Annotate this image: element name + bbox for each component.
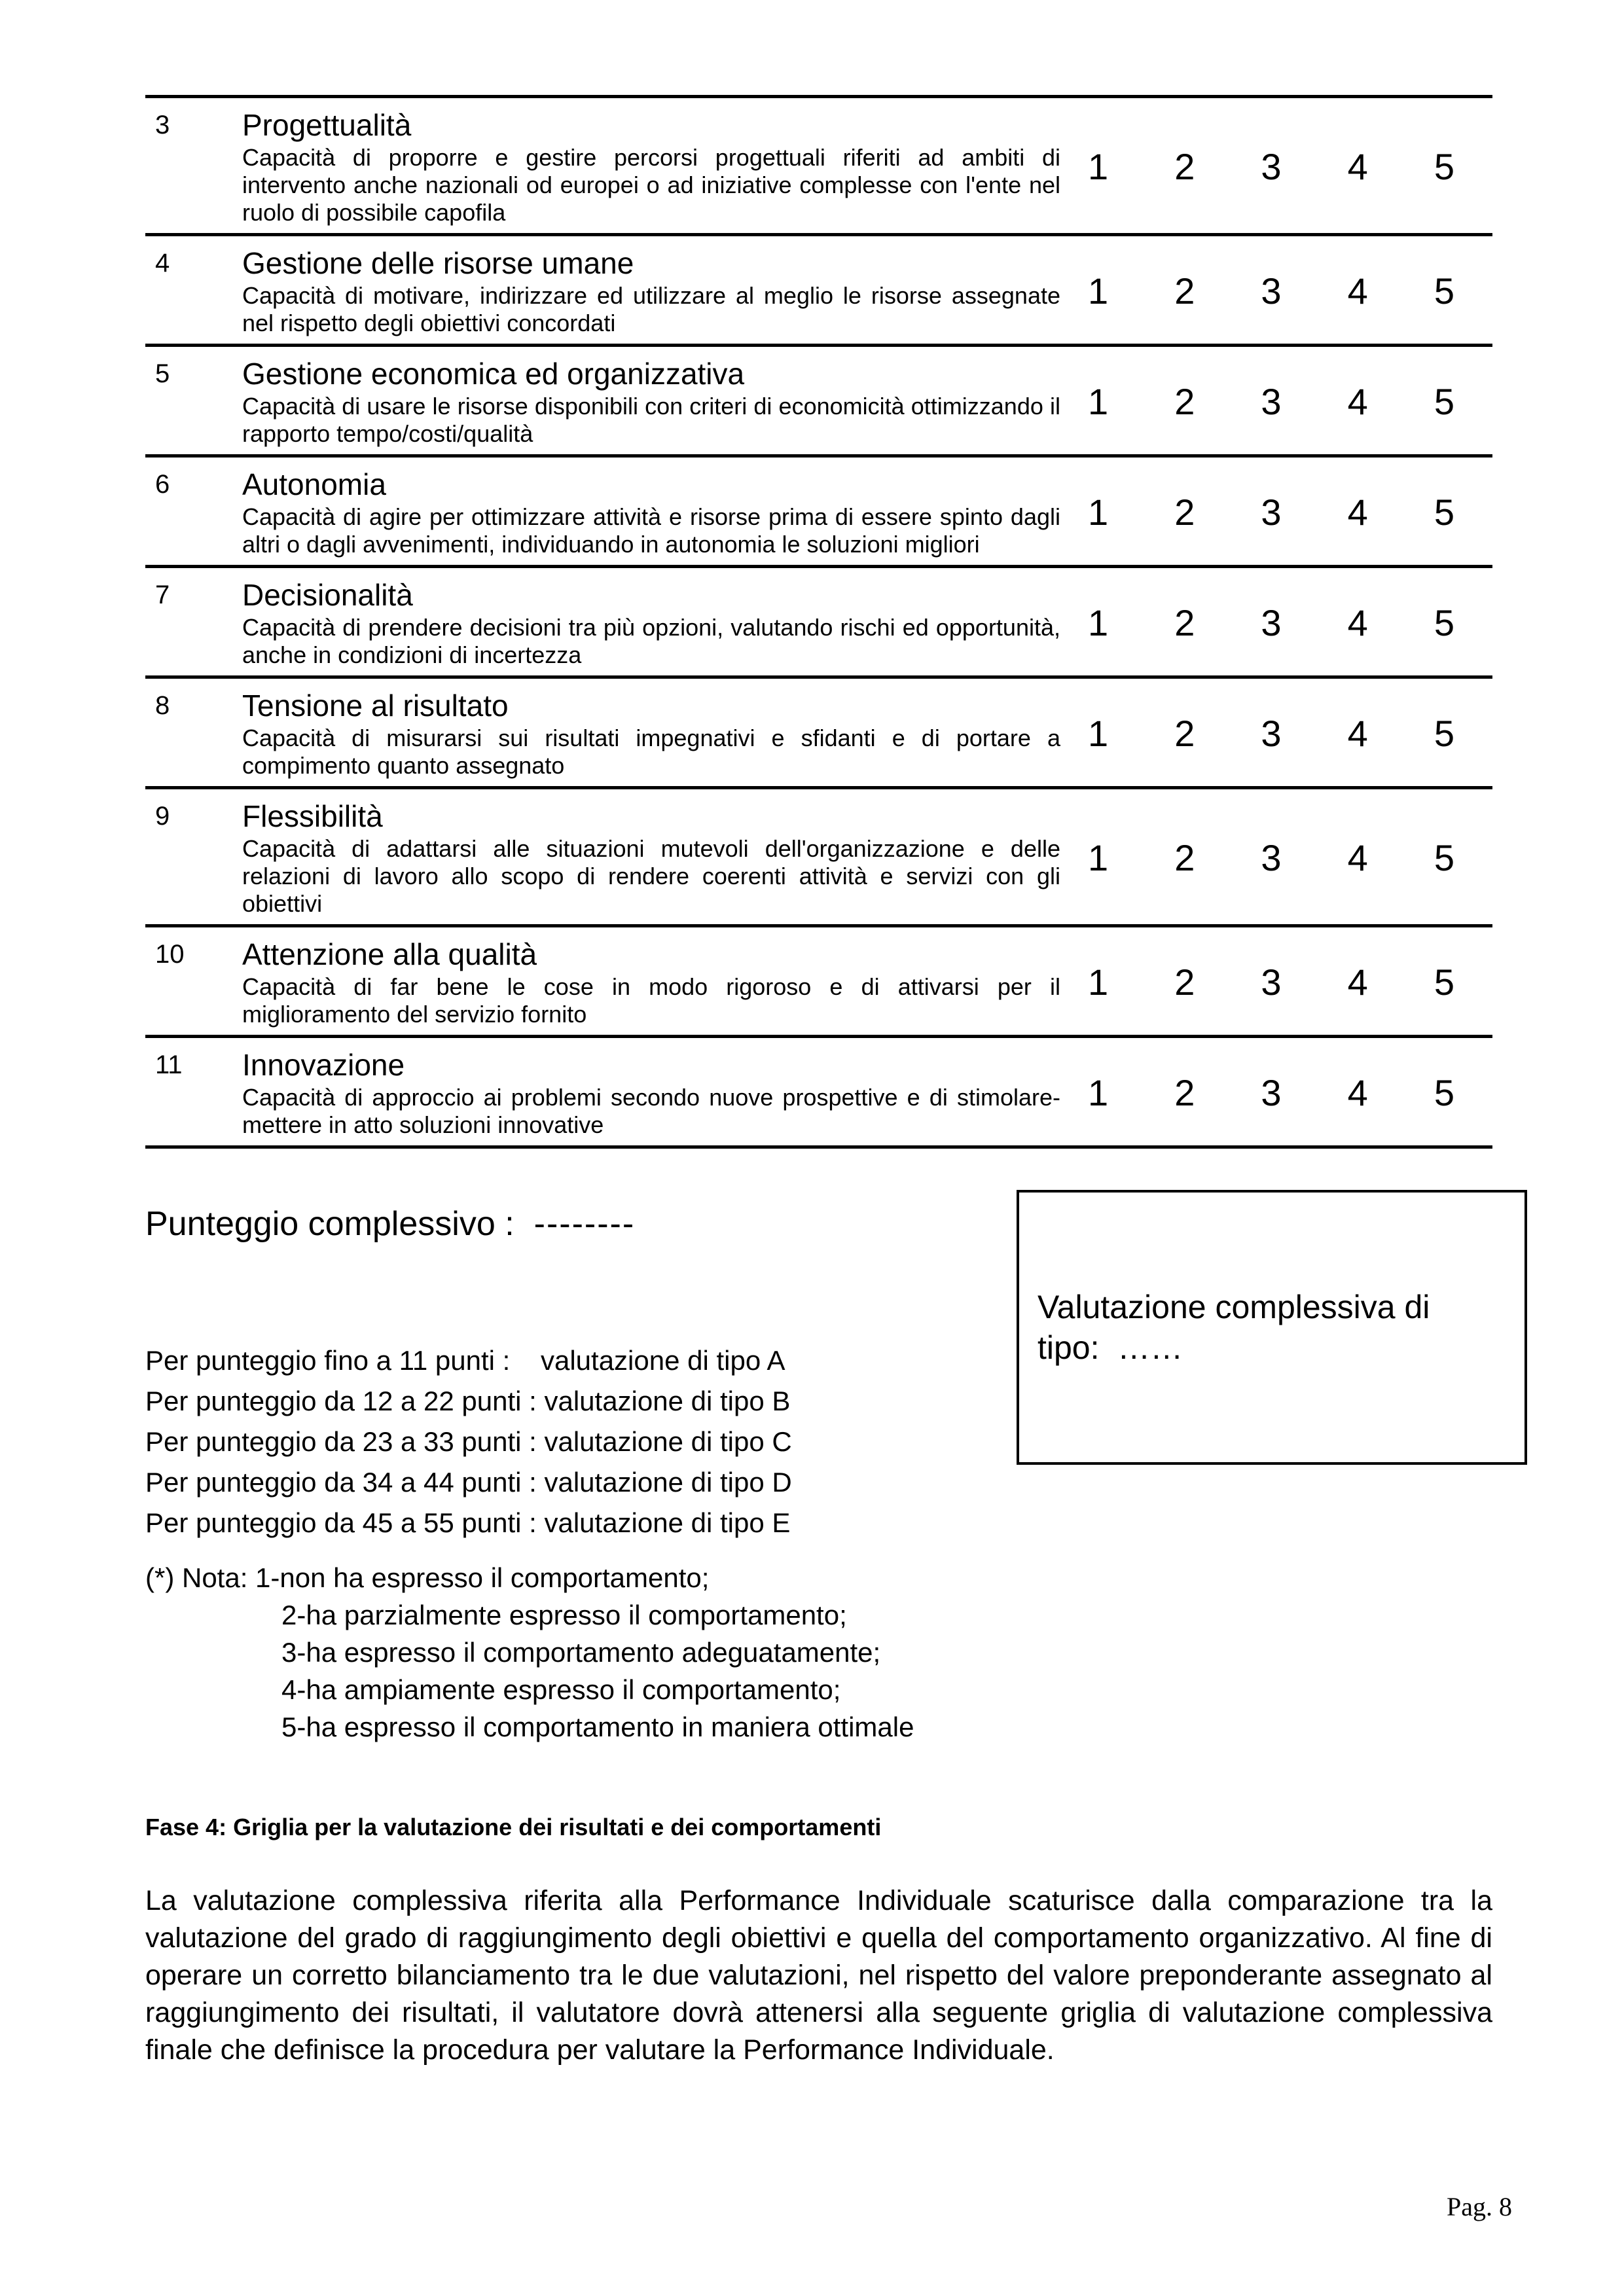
score-range-list — [145, 1340, 792, 1543]
rating-option-4: 4 — [1347, 1071, 1368, 1113]
overall-evaluation-line2: tipo: …… — [1038, 1329, 1183, 1366]
total-score-label: Punteggio complessivo : — [145, 1205, 514, 1243]
rating-option-4: 4 — [1347, 380, 1368, 422]
body-paragraph: La valutazione complessiva riferita alla Performance Individuale scaturisce dalla comparazione tra la valutazione del grado di raggiungimento degli obiettivi e quella del comportamento organizzativo. Al fine di operare un corretto bilanciamento tra le due valutazioni, nel rispetto del valore preponderante assegnato al raggiungimento dei risultati, il valutatore dovrà attenersi alla seguente griglia di valutazione complessiva finale che definisce la procedura per valutare la Performance Individuale. — [145, 1885, 1492, 2066]
rating-option-1: 1 — [1088, 145, 1109, 187]
competency-title: Autonomia — [242, 467, 386, 501]
score-range-d: Per punteggio da 34 a 44 punti : valutazione di tipo D — [145, 1467, 792, 1498]
table-row — [145, 454, 1492, 565]
rating-note — [145, 1559, 914, 1746]
rating-option-2: 2 — [1174, 1071, 1195, 1113]
note-item-4: 4-ha ampiamente espresso il comportamento; — [281, 1674, 841, 1705]
row-number: 8 — [155, 691, 170, 720]
score-range-a: Per punteggio fino a 11 punti : valutazione di tipo A — [145, 1345, 785, 1376]
competency-title: Attenzione alla qualità — [242, 937, 537, 971]
rating-scale — [1060, 106, 1492, 226]
row-number: 9 — [155, 802, 170, 831]
competency-description: Capacità di usare le risorse disponibili con criteri di economicità ottimizzando il rapporto tempo/costi/qualità — [242, 393, 1060, 447]
competency-cell — [242, 935, 1060, 1028]
rating-scale — [1060, 687, 1492, 780]
rating-option-1: 1 — [1088, 1071, 1109, 1113]
note-item-3: 3-ha espresso il comportamento adeguatamente; — [281, 1637, 881, 1668]
competency-title: Gestione delle risorse umane — [242, 246, 634, 280]
competency-cell — [242, 687, 1060, 780]
rating-option-3: 3 — [1261, 961, 1282, 1003]
competency-description: Capacità di far bene le cose in modo rigoroso e di attivarsi per il miglioramento del servizio fornito — [242, 973, 1060, 1028]
note-item-5: 5-ha espresso il comportamento in maniera ottimale — [281, 1712, 914, 1742]
rating-option-5: 5 — [1434, 1071, 1454, 1113]
competency-description: Capacità di motivare, indirizzare ed utilizzare al meglio le risorse assegnate nel rispetto degli obiettivi concordati — [242, 282, 1060, 336]
rating-option-3: 3 — [1261, 270, 1282, 312]
competency-description: Capacità di prendere decisioni tra più opzioni, valutando rischi ed opportunità, anche in condizioni di incertezza — [242, 614, 1060, 668]
rating-scale — [1060, 465, 1492, 558]
rating-option-4: 4 — [1347, 491, 1368, 533]
rating-option-2: 2 — [1174, 145, 1195, 187]
rating-option-2: 2 — [1174, 491, 1195, 533]
total-score-value: -------- — [533, 1205, 636, 1243]
rating-option-3: 3 — [1261, 712, 1282, 754]
row-number: 11 — [155, 1050, 183, 1079]
overall-evaluation-box — [1017, 1190, 1527, 1465]
rating-option-5: 5 — [1434, 270, 1454, 312]
row-number: 7 — [155, 581, 170, 609]
rating-option-5: 5 — [1434, 145, 1454, 187]
score-range-b: Per punteggio da 12 a 22 punti : valutazione di tipo B — [145, 1386, 791, 1416]
total-score-line — [145, 1203, 635, 1245]
score-range-e: Per punteggio da 45 a 55 punti : valutazione di tipo E — [145, 1507, 791, 1538]
competency-cell — [242, 797, 1060, 918]
competency-cell — [242, 355, 1060, 448]
competency-cell — [242, 465, 1060, 558]
rating-option-1: 1 — [1088, 836, 1109, 878]
rating-scale — [1060, 355, 1492, 448]
rating-scale — [1060, 935, 1492, 1028]
competency-title: Tensione al risultato — [242, 689, 509, 723]
competency-title: Decisionalità — [242, 578, 413, 612]
rating-option-4: 4 — [1347, 601, 1368, 643]
competency-title: Flessibilità — [242, 799, 383, 833]
rating-option-5: 5 — [1434, 836, 1454, 878]
rating-option-2: 2 — [1174, 836, 1195, 878]
competency-description: Capacità di proporre e gestire percorsi progettuali riferiti ad ambiti di intervento anche nazionali od europei o ad iniziative complesse con l'ente nel ruolo di possibile capofila — [242, 144, 1060, 226]
rating-option-3: 3 — [1261, 601, 1282, 643]
rating-option-3: 3 — [1261, 380, 1282, 422]
rating-scale — [1060, 1046, 1492, 1139]
rating-option-4: 4 — [1347, 145, 1368, 187]
rating-option-1: 1 — [1088, 712, 1109, 754]
table-row — [145, 675, 1492, 786]
rating-option-1: 1 — [1088, 961, 1109, 1003]
rating-scale — [1060, 797, 1492, 918]
table-row — [145, 95, 1492, 233]
table-row — [145, 924, 1492, 1035]
overall-evaluation-line1: Valutazione complessiva di — [1038, 1289, 1430, 1325]
table-row — [145, 1035, 1492, 1145]
rating-option-5: 5 — [1434, 961, 1454, 1003]
rating-option-3: 3 — [1261, 491, 1282, 533]
table-row — [145, 233, 1492, 344]
competency-cell — [242, 576, 1060, 669]
rating-option-1: 1 — [1088, 601, 1109, 643]
competency-cell — [242, 244, 1060, 337]
rating-option-2: 2 — [1174, 270, 1195, 312]
table-row — [145, 786, 1492, 924]
competency-description: Capacità di adattarsi alle situazioni mutevoli dell'organizzazione e delle relazioni di lavoro allo scopo di rendere coerenti attività e servizi con gli obiettivi — [242, 835, 1060, 917]
row-number: 4 — [155, 249, 170, 278]
competency-description: Capacità di misurarsi sui risultati impegnativi e sfidanti e di portare a compimento quanto assegnato — [242, 725, 1060, 779]
rating-option-2: 2 — [1174, 601, 1195, 643]
rating-option-4: 4 — [1347, 836, 1368, 878]
competency-description: Capacità di approccio ai problemi secondo nuove prospettive e di stimolare-mettere in atto soluzioni innovative — [242, 1084, 1060, 1138]
rating-option-4: 4 — [1347, 712, 1368, 754]
row-number: 6 — [155, 470, 170, 499]
competency-description: Capacità di agire per ottimizzare attività e risorse prima di essere spinto dagli altri o dagli avvenimenti, individuando in autonomia le soluzioni migliori — [242, 503, 1060, 558]
note-item-2: 2-ha parzialmente espresso il comportamento; — [281, 1600, 847, 1630]
rating-option-4: 4 — [1347, 270, 1368, 312]
competency-cell — [242, 106, 1060, 226]
rating-option-2: 2 — [1174, 712, 1195, 754]
competency-title: Innovazione — [242, 1048, 405, 1082]
row-number: 3 — [155, 111, 170, 139]
competency-title: Progettualità — [242, 108, 412, 142]
page-number: Pag. 8 — [1447, 2192, 1512, 2221]
rating-scale — [1060, 576, 1492, 669]
rating-scale — [1060, 244, 1492, 337]
row-number: 10 — [155, 940, 185, 969]
competency-cell — [242, 1046, 1060, 1139]
score-range-c: Per punteggio da 23 a 33 punti : valutazione di tipo C — [145, 1426, 792, 1457]
table-row — [145, 565, 1492, 675]
rating-option-5: 5 — [1434, 601, 1454, 643]
note-items — [281, 1596, 914, 1746]
rating-option-3: 3 — [1261, 145, 1282, 187]
rating-option-5: 5 — [1434, 712, 1454, 754]
competency-table — [145, 95, 1492, 1149]
rating-option-2: 2 — [1174, 961, 1195, 1003]
rating-option-3: 3 — [1261, 1071, 1282, 1113]
rating-option-5: 5 — [1434, 491, 1454, 533]
rating-option-4: 4 — [1347, 961, 1368, 1003]
row-number: 5 — [155, 359, 170, 388]
note-lead: (*) Nota: 1-non ha espresso il comportamento; — [145, 1562, 710, 1593]
table-row — [145, 344, 1492, 454]
fase4-heading: Fase 4: Griglia per la valutazione dei risultati e dei comportamenti — [145, 1814, 882, 1840]
rating-option-3: 3 — [1261, 836, 1282, 878]
rating-option-5: 5 — [1434, 380, 1454, 422]
rating-option-1: 1 — [1088, 380, 1109, 422]
rating-option-1: 1 — [1088, 270, 1109, 312]
competency-title: Gestione economica ed organizzativa — [242, 357, 745, 391]
rating-option-2: 2 — [1174, 380, 1195, 422]
rating-option-1: 1 — [1088, 491, 1109, 533]
